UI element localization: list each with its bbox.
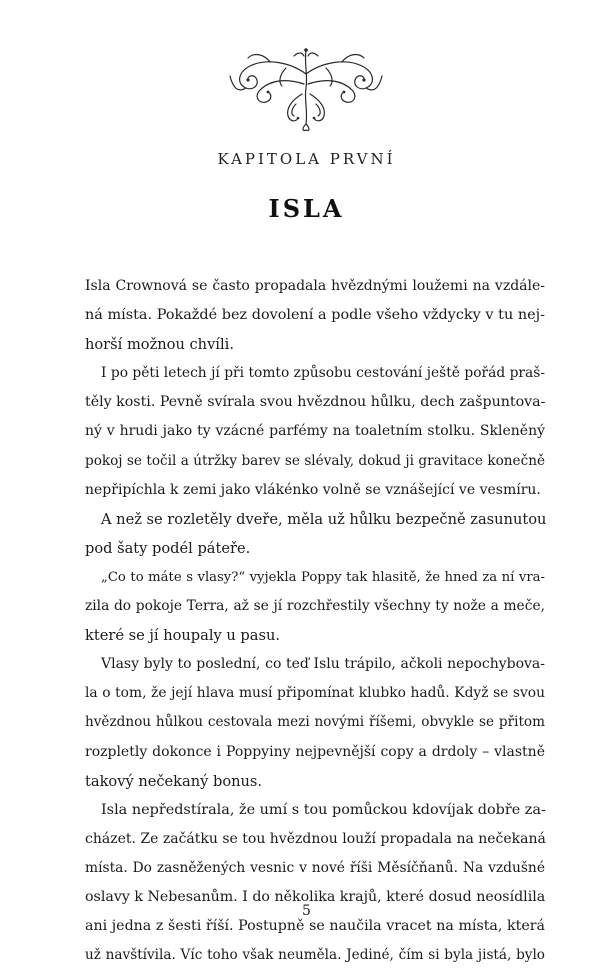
- ornament-flourish-icon: [226, 44, 386, 132]
- text-line: už navštívila. Víc toho však neuměla. Jediné, čím si byla jistá, bylo: [85, 947, 545, 964]
- text-line: ná místa. Pokaždé bez dovolení a podle všeho vždycky v tu nej-: [85, 307, 545, 324]
- text-line: ani jedna z šesti říší. Postupně se naučila vracet na místa, která: [85, 918, 545, 935]
- text-line: rozpletly dokonce i Poppyiny nejpevnější copy a drdoly – vlastně: [85, 743, 545, 760]
- text-line: „Co to máte s vlasy?“ vyjekla Poppy tak hlasitě, že hned za ní vra-: [101, 569, 545, 585]
- text-line: místa. Do zasněžených vesnic v nové říši Měsíčňanů. Na vzdušné: [85, 859, 545, 876]
- text-line: hvězdnou hůlkou cestovala mezi novými říšemi, obvykle se přitom: [85, 714, 545, 731]
- text-line: takový nečekaný bonus.: [85, 772, 263, 790]
- text-line: A než se rozletěly dveře, měla už hůlku bezpečně zasunutou: [101, 510, 547, 528]
- text-line: těly kosti. Pevně svírala svou hvězdnou hůlku, dech zašpuntova-: [85, 394, 546, 411]
- text-line: Isla Crownová se často propadala hvězdnými loužemi na vzdále-: [85, 278, 545, 294]
- text-line: la o tom, že její hlava musí připomínat klubko hadů. Když se svou: [85, 685, 545, 702]
- text-line: pokoj se točil a útržky barev se slévaly, dokud ji gravitace konečně: [85, 452, 545, 469]
- text-line: pod šaty podél páteře.: [85, 539, 251, 557]
- page-number: 5: [302, 903, 311, 919]
- text-line: Isla nepředstírala, že umí s tou pomůckou kdovíjak dobře za-: [101, 801, 546, 818]
- text-line: oslavy k Nebesanům. I do několika krajů, které dosud neosídlila: [85, 888, 546, 905]
- body-text: [85, 272, 545, 970]
- text-line: cházet. Ze začátku se tou hvězdnou louží propadala na nečekaná: [85, 830, 546, 847]
- chapter-label: KAPITOLA PRVNÍ: [217, 150, 396, 168]
- text-line: které se jí houpaly u pasu.: [85, 627, 280, 645]
- text-line: ný v hrudi jako ty vzácné parfémy na toaletním stolku. Skleněný: [85, 423, 545, 440]
- text-line: Vlasy byly to poslední, co teď Islu trápilo, ačkoli nepochybova-: [101, 656, 545, 673]
- text-line: I po pěti letech jí při tomto způsobu cestování ještě pořád praš-: [101, 365, 545, 382]
- chapter-title: ISLA: [268, 194, 345, 223]
- text-line: horší možnou chvíli.: [85, 336, 234, 354]
- text-line: nepřipíchla k zemi jako vlákénko volně se vznášející ve vesmíru.: [85, 481, 541, 498]
- text-line: zila do pokoje Terra, až se jí rozchřestily všechny ty nože a meče,: [85, 598, 545, 615]
